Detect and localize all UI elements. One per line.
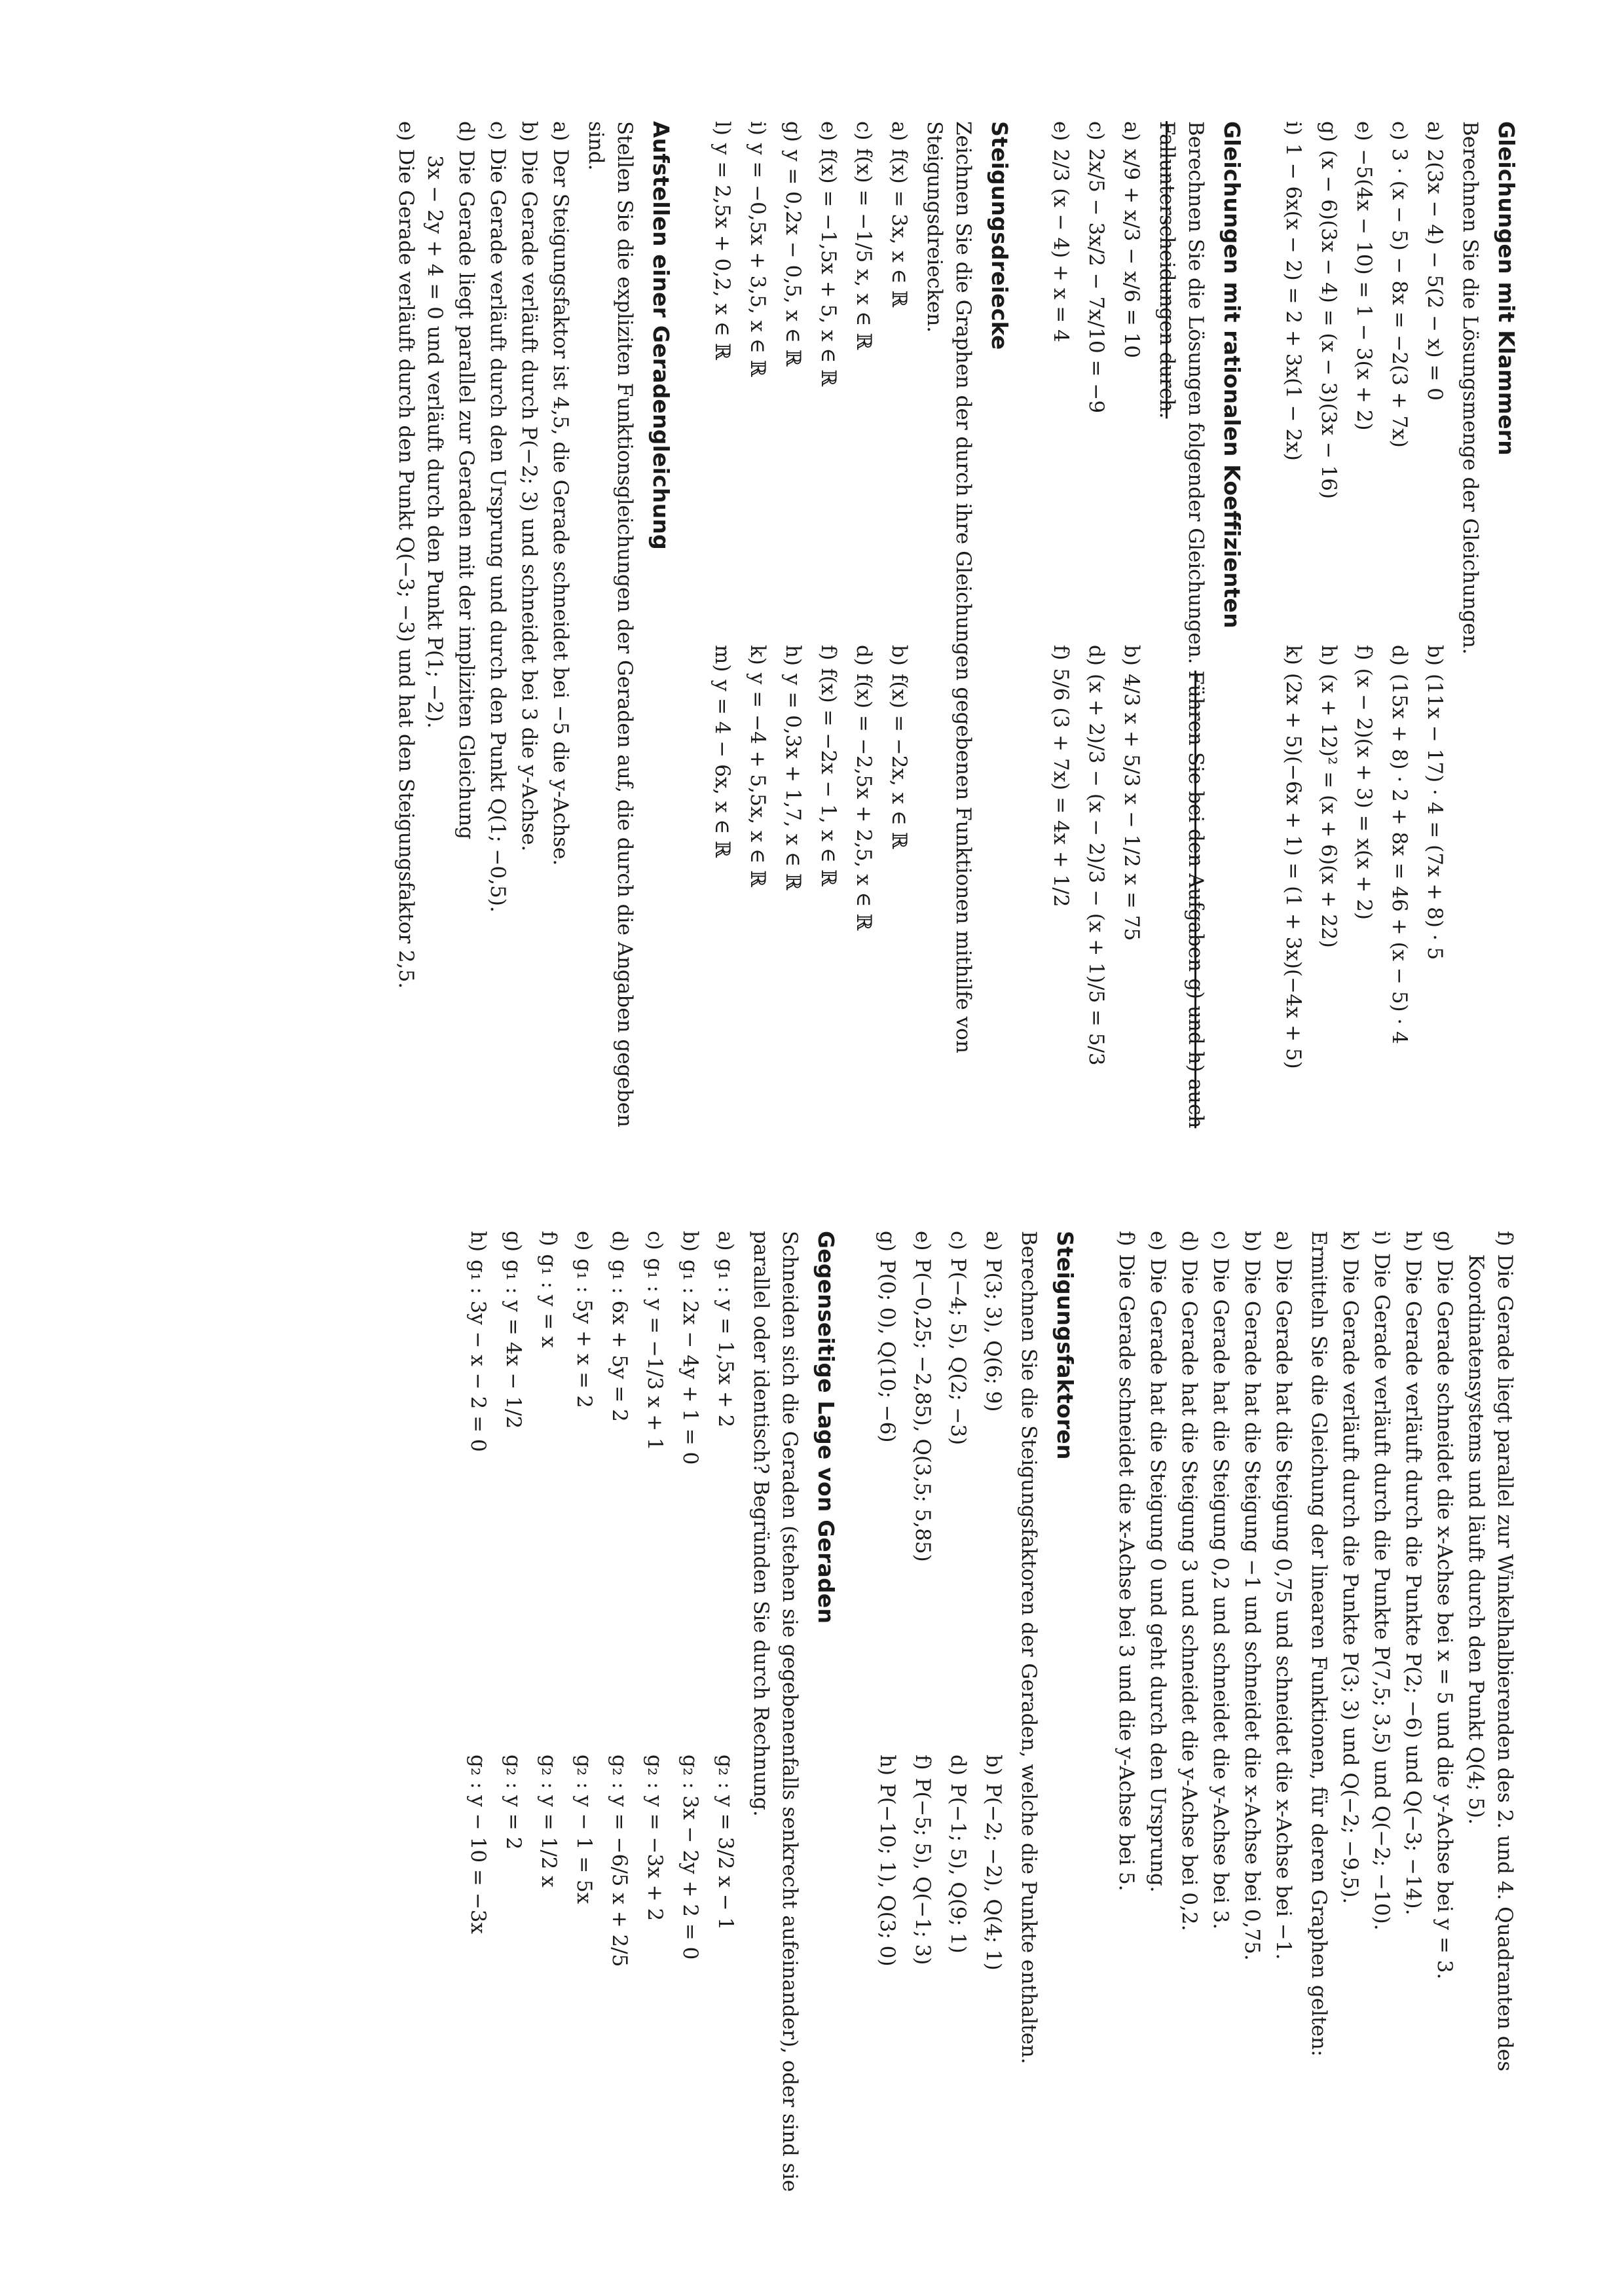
exercise-label: d) bbox=[1084, 645, 1108, 666]
line-g1: g₁ : 2x − 4y + 1 = 0 bbox=[678, 1259, 702, 1465]
exercise-item bbox=[1082, 645, 1111, 1142]
exercise-label: d) bbox=[946, 1755, 970, 1776]
exercise-text: (x − 6)(3x − 4) = (x − 3)(3x − 16) bbox=[1316, 149, 1340, 500]
exercise-item bbox=[1385, 645, 1414, 1142]
exercise-label: k) bbox=[745, 645, 769, 665]
exercise-item bbox=[814, 121, 843, 619]
exercise-item bbox=[392, 121, 420, 1142]
exercise-text: x/9 + x/3 − x/6 = 10 bbox=[1119, 149, 1143, 359]
exercise-item bbox=[979, 1755, 1008, 2252]
exercise-text: y = 0,2x − 0,5, x ∈ ℝ bbox=[781, 149, 805, 367]
exercise-label: g) bbox=[1316, 121, 1340, 142]
section-lage-von-geraden bbox=[464, 1231, 839, 2252]
exercise-item bbox=[1279, 121, 1308, 619]
exercise-label: h) bbox=[1316, 645, 1340, 666]
exercise-label: d) bbox=[454, 121, 478, 142]
exercise-text: 3 · (x − 5) − 8x = −2(3 + 7x) bbox=[1387, 148, 1411, 448]
exercise-item-g2 bbox=[711, 1755, 740, 2252]
exercise-text: P(−4; 5), Q(2; −3) bbox=[946, 1258, 970, 1446]
exercise-label: b) bbox=[678, 1231, 702, 1252]
exercise-item bbox=[1206, 1231, 1235, 2252]
section-intro bbox=[1153, 121, 1210, 1142]
exercise-item bbox=[944, 1755, 972, 2252]
exercise-text: Die Gerade verläuft durch den Ursprung und durch den Punkt Q(1; −0,5). bbox=[485, 148, 509, 913]
exercise-item bbox=[908, 1231, 937, 1728]
line-g2: g₂ : y − 10 = −3x bbox=[466, 1755, 490, 1934]
exercise-label: h) bbox=[781, 645, 805, 666]
line-g2: g₂ : y = 3/2 x − 1 bbox=[713, 1755, 737, 1931]
exercise-item bbox=[779, 121, 807, 619]
exercise-item-g2 bbox=[570, 1755, 599, 2252]
exercise-item bbox=[1399, 1231, 1428, 2252]
exercise-text: Die Gerade schneidet die x-Achse bei x = 5 und die y-Achse bei y = 3. bbox=[1432, 1259, 1456, 1980]
exercise-text: (11x − 17) · 4 = (7x + 8) · 5 bbox=[1422, 673, 1447, 960]
line-g2: g₂ : y = 1/2 x bbox=[536, 1755, 561, 1887]
section-intro: Stellen Sie die expliziten Funktionsgleichungen der Geraden auf, die durch die Angaben gegeben sind. bbox=[583, 121, 637, 1127]
exercise-item bbox=[711, 1231, 740, 1728]
exercise-item bbox=[885, 645, 913, 1142]
exercise-label: b) bbox=[1422, 645, 1447, 666]
exercise-label: g) bbox=[501, 1231, 525, 1252]
section-steigungsdreiecke bbox=[708, 121, 1012, 1142]
exercise-label: c) bbox=[946, 1231, 970, 1250]
exercise-text: P(−5; 5), Q(−1; 3) bbox=[910, 1777, 934, 1965]
exercise-list bbox=[1336, 1231, 1519, 2252]
exercise-text: 2/3 (x − 4) + x = 4 bbox=[1048, 149, 1073, 342]
exercise-item bbox=[873, 1755, 902, 2252]
exercise-label: f) bbox=[1048, 645, 1073, 661]
exercise-item bbox=[1279, 645, 1308, 1142]
right-column bbox=[430, 1231, 1519, 2252]
section-title: Gleichungen mit Klammern bbox=[1494, 121, 1519, 456]
exercise-item bbox=[908, 1755, 937, 2252]
exercise-text: Die Gerade verläuft durch P(−2; 3) und schneidet bei 3 die y-Achse. bbox=[517, 149, 541, 852]
exercise-item bbox=[464, 1231, 492, 1728]
exercise-label: b) bbox=[1119, 645, 1143, 666]
exercise-label: a) bbox=[548, 121, 572, 141]
line-g2: g₂ : 3x − 2y + 2 = 0 bbox=[678, 1755, 702, 1960]
section-intro: Berechnen Sie die Lösungsmenge der Gleichungen. bbox=[1458, 121, 1482, 655]
exercise-item bbox=[1314, 645, 1343, 1142]
exercise-item bbox=[1420, 121, 1449, 619]
line-g1: g₁ : y = x bbox=[536, 1254, 561, 1348]
exercise-text: Die Gerade verläuft durch die Punkte P(7,5; 3,5) und Q(−2; −10). bbox=[1369, 1253, 1393, 1931]
exercise-label: a) bbox=[981, 1231, 1005, 1251]
intro-text: Berechnen Sie die Lösungen folgender Gleichungen. bbox=[1183, 121, 1208, 665]
exercise-text: 2(3x − 4) − 5(2 − x) = 0 bbox=[1422, 149, 1447, 401]
exercise-label: b) bbox=[517, 121, 541, 142]
exercise-item bbox=[1046, 645, 1075, 1142]
exercise-text: 2x/5 − 3x/2 − 7x/10 = −9 bbox=[1084, 148, 1108, 414]
exercise-item bbox=[849, 121, 878, 619]
exercise-item bbox=[1117, 645, 1146, 1142]
exercise-label: g) bbox=[875, 1231, 899, 1252]
exercise-list bbox=[708, 121, 913, 1142]
exercise-text: (x − 2)(x + 3) = x(x + 2) bbox=[1352, 668, 1376, 920]
exercise-item bbox=[1082, 121, 1111, 619]
exercise-continuation: 3x − 2y + 4 = 0 und verläuft durch den Punkt P(1; −2). bbox=[422, 155, 447, 729]
line-g2: g₂ : y = −6/5 x + 2/5 bbox=[607, 1755, 631, 1967]
exercise-text: 5/6 (3 + 7x) = 4x + 1/2 bbox=[1048, 668, 1073, 907]
exercise-label: a) bbox=[713, 1231, 737, 1251]
exercise-label: e) bbox=[394, 121, 418, 141]
left-column bbox=[358, 121, 1519, 1142]
section-title: Steigungsfaktoren bbox=[1052, 1231, 1078, 1460]
exercise-list bbox=[1279, 121, 1449, 1142]
exercise-label: f) bbox=[1352, 645, 1376, 661]
exercise-text: P(3; 3), Q(6; 9) bbox=[981, 1258, 1005, 1412]
exercise-label: d) bbox=[607, 1231, 631, 1252]
section-title: Steigungsdreiecke bbox=[986, 121, 1012, 350]
exercise-item-g2 bbox=[499, 1755, 528, 2252]
exercise-text: P(−0,25; −2,85), Q(3,5; 5,85) bbox=[910, 1258, 934, 1562]
exercise-item bbox=[849, 645, 878, 1142]
exercise-text: y = −0,5x + 3,5, x ∈ ℝ bbox=[745, 143, 769, 377]
exercise-text: f(x) = −2x − 1, x ∈ ℝ bbox=[816, 668, 840, 886]
struck-text: Führen Sie bei den Aufgaben g) und h) auch Fallunterscheidungen durch. bbox=[1154, 121, 1208, 1129]
exercise-text: f(x) = −1,5x + 5, x ∈ ℝ bbox=[816, 149, 840, 387]
exercise-label: k) bbox=[1338, 1231, 1362, 1251]
exercise-text: Die Gerade schneidet die x-Achse bei 3 und die y-Achse bei 5. bbox=[1114, 1254, 1138, 1891]
exercise-item bbox=[1336, 1231, 1365, 2252]
exercise-item bbox=[515, 121, 544, 1142]
section-klammern bbox=[1279, 121, 1519, 1142]
exercise-text: (x + 12)² = (x + 6)(x + 22) bbox=[1316, 674, 1340, 948]
exercise-label: c) bbox=[851, 121, 876, 141]
exercise-list bbox=[873, 1231, 1008, 2252]
exercise-label: g) bbox=[781, 121, 805, 142]
section-geradengleichung-cont bbox=[1112, 1231, 1519, 2252]
exercise-item bbox=[814, 645, 843, 1142]
exercise-item bbox=[1046, 121, 1075, 619]
exercise-item bbox=[483, 121, 512, 1142]
section-title: Gegenseitige Lage von Geraden bbox=[813, 1231, 839, 1624]
exercise-item bbox=[743, 645, 772, 1142]
exercise-text: Der Steigungsfaktor ist 4,5, die Gerade schneidet bei −5 die y-Achse. bbox=[548, 149, 572, 866]
exercise-item bbox=[546, 121, 575, 1142]
line-g1: g₁ : y = 1,5x + 2 bbox=[713, 1258, 737, 1428]
exercise-label: d) bbox=[851, 645, 876, 666]
line-g1: g₁ : 6x + 5y = 2 bbox=[607, 1259, 631, 1422]
exercise-text: f(x) = −1/5 x, x ∈ ℝ bbox=[851, 148, 876, 350]
exercise-label: l) bbox=[710, 121, 734, 136]
section-title: Aufstellen einer Geradengleichung bbox=[648, 121, 674, 550]
line-g1: g₁ : 3y − x − 2 = 0 bbox=[466, 1260, 490, 1452]
exercise-label: k) bbox=[1281, 645, 1305, 665]
exercise-label: d) bbox=[1387, 645, 1411, 666]
exercise-text: (x + 2)/3 − (x − 2)/3 − (x + 1)/5 = 5/3 bbox=[1084, 673, 1108, 1066]
exercise-item bbox=[452, 121, 481, 1142]
exercise-text: f(x) = −2,5x + 2,5, x ∈ ℝ bbox=[851, 673, 876, 931]
line-g2: g₂ : y = −3x + 2 bbox=[642, 1755, 667, 1922]
exercise-item bbox=[605, 1231, 634, 1728]
exercise-text: 1 − 6x(x − 2) = 2 + 3x(1 − 2x) bbox=[1281, 143, 1305, 461]
exercise-label: e) bbox=[816, 121, 840, 141]
section-intro: Ermitteln Sie die Gleichung der linearen Funktionen, für deren Graphen gelten: bbox=[1306, 1231, 1331, 2057]
exercise-label: f) bbox=[910, 1755, 934, 1770]
section-intro: Schneiden sich die Geraden (stehen sie gegebenenfalls senkrecht aufeinander), oder sind sie parallel oder identisch? Begründen Sie durch Rechnung. bbox=[748, 1231, 802, 2192]
exercise-text: y = 2,5x + 0,2, x ∈ ℝ bbox=[710, 143, 734, 360]
exercise-label: f) bbox=[536, 1231, 561, 1247]
exercise-label: e) bbox=[1352, 121, 1376, 141]
exercise-text: Die Gerade verläuft durch die Punkte P(2; −6) und Q(−3; −14). bbox=[1401, 1260, 1425, 1916]
exercise-text: P(−1; 5), Q(9; 1) bbox=[946, 1783, 970, 1954]
exercise-label: b) bbox=[981, 1755, 1005, 1776]
exercise-text: Die Gerade hat die Steigung 3 und schneidet die y-Achse bei 0,2. bbox=[1177, 1259, 1201, 1931]
exercise-item bbox=[1367, 1231, 1396, 2252]
exercise-label: c) bbox=[642, 1231, 667, 1250]
exercise-item bbox=[708, 121, 737, 619]
exercise-text: −5(4x − 10) = 1 − 3(x + 2) bbox=[1352, 149, 1376, 431]
line-g1: g₁ : y = 4x − 1/2 bbox=[501, 1259, 525, 1429]
exercise-text: Die Gerade hat die Steigung 0 und geht durch den Ursprung. bbox=[1145, 1258, 1170, 1893]
exercise-label: i) bbox=[1281, 121, 1305, 136]
exercise-item bbox=[676, 1231, 705, 1728]
exercise-item-g2 bbox=[605, 1755, 634, 2252]
exercise-label: a) bbox=[1422, 121, 1447, 141]
exercise-item bbox=[979, 1231, 1008, 1728]
exercise-item bbox=[944, 1231, 972, 1728]
exercise-label: e) bbox=[910, 1231, 934, 1251]
exercise-text: (15x + 8) · 2 + 8x = 46 + (x − 5) · 4 bbox=[1387, 673, 1411, 1044]
line-g2: g₂ : y − 1 = 5x bbox=[572, 1755, 596, 1904]
section-intro: Zeichnen Sie die Graphen der durch ihre Gleichungen gegebenen Funktionen mithilfe von Steigungsdreiecken. bbox=[922, 121, 975, 1053]
exercise-list bbox=[464, 1231, 740, 2252]
exercise-label: c) bbox=[485, 121, 509, 141]
exercise-item bbox=[1420, 645, 1449, 1142]
section-title: Gleichungen mit rationalen Koeffizienten bbox=[1219, 121, 1245, 629]
exercise-label: e) bbox=[1145, 1231, 1170, 1251]
exercise-text: P(−2; −2), Q(4; 1) bbox=[981, 1783, 1005, 1971]
exercise-text: Die Gerade hat die Steigung 0,2 und schneidet die y-Achse bei 3. bbox=[1208, 1258, 1232, 1930]
exercise-text: 4/3 x + 5/3 x − 1/2 x = 75 bbox=[1119, 673, 1143, 941]
exercise-item bbox=[1175, 1231, 1204, 2252]
exercise-item bbox=[640, 1231, 669, 1728]
exercise-label: e) bbox=[572, 1231, 596, 1251]
exercise-label: d) bbox=[1177, 1231, 1201, 1252]
exercise-text: P(−10; 1), Q(3; 0) bbox=[875, 1783, 899, 1967]
exercise-item-g2 bbox=[464, 1755, 492, 2252]
exercise-text: y = 0,3x + 1,7, x ∈ ℝ bbox=[781, 674, 805, 890]
line-g1: g₁ : 5y + x = 2 bbox=[572, 1258, 596, 1408]
line-g1: g₁ : y = −1/3 x + 1 bbox=[642, 1258, 667, 1451]
exercise-text: Die Gerade verläuft durch den Punkt Q(−3; −3) und hat den Steigungsfaktor 2,5. bbox=[394, 149, 418, 989]
exercise-label: c) bbox=[1084, 121, 1108, 141]
exercise-label: c) bbox=[1208, 1231, 1232, 1250]
exercise-list bbox=[1046, 121, 1146, 1142]
exercise-item-g2 bbox=[640, 1755, 669, 2252]
exercise-label: c) bbox=[1387, 121, 1411, 141]
exercise-item bbox=[1385, 121, 1414, 619]
exercise-label: h) bbox=[466, 1231, 490, 1252]
exercise-item bbox=[1350, 645, 1378, 1142]
exercise-item bbox=[1462, 1231, 1519, 2252]
section-rationale-koeffizienten bbox=[1046, 121, 1245, 1142]
exercise-label: b) bbox=[1240, 1231, 1264, 1252]
exercise-text: Die Gerade liegt parallel zur Winkelhalbierenden des 2. und 4. Quadranten des Koordinatensystems und läuft durch den Punkt Q(4; 5). bbox=[1464, 1254, 1517, 2071]
exercise-label: a) bbox=[1271, 1231, 1295, 1251]
exercise-label: h) bbox=[1401, 1231, 1425, 1252]
exercise-text: P(0; 0), Q(10; −6) bbox=[875, 1259, 899, 1443]
exercise-item bbox=[1117, 121, 1146, 619]
exercise-text: y = −4 + 5,5x, x ∈ ℝ bbox=[745, 672, 769, 887]
exercise-item bbox=[1314, 121, 1343, 619]
exercise-item bbox=[1350, 121, 1378, 619]
exercise-item bbox=[885, 121, 913, 619]
exercise-text: y = 4 − 6x, x ∈ ℝ bbox=[710, 680, 734, 858]
section-intro: Berechnen Sie die Steigungsfaktoren der Geraden, welche die Punkte enthalten. bbox=[1016, 1231, 1041, 2064]
exercise-label: h) bbox=[875, 1755, 899, 1776]
exercise-text: Die Gerade liegt parallel zur Geraden mit der impliziten Gleichung bbox=[454, 149, 478, 840]
exercise-text: Die Gerade hat die Steigung −1 und schneidet die x-Achse bei 0,75. bbox=[1240, 1259, 1264, 1961]
exercise-item bbox=[779, 645, 807, 1142]
exercise-label: b) bbox=[887, 645, 911, 666]
section-steigungsfaktoren bbox=[873, 1231, 1078, 2252]
exercise-item bbox=[743, 121, 772, 619]
exercise-list bbox=[1112, 1231, 1298, 2252]
exercise-label: i) bbox=[1369, 1231, 1393, 1246]
exercise-item-g2 bbox=[676, 1755, 705, 2252]
exercise-text: f(x) = −2x, x ∈ ℝ bbox=[887, 673, 911, 849]
exercise-text: (2x + 5)(−6x + 1) = (1 + 3x)(−4x + 5) bbox=[1281, 672, 1305, 1069]
exercise-text: Die Gerade verläuft durch die Punkte P(3; 3) und Q(−2; −9,5). bbox=[1338, 1258, 1362, 1904]
exercise-label: i) bbox=[745, 121, 769, 136]
exercise-list bbox=[392, 121, 575, 1142]
exercise-item bbox=[1238, 1231, 1266, 2252]
exercise-label: a) bbox=[887, 121, 911, 141]
exercise-text: Die Gerade hat die Steigung 0,75 und schneidet die x-Achse bei −1. bbox=[1271, 1258, 1295, 1960]
section-geradengleichung bbox=[392, 121, 674, 1142]
line-g2: g₂ : y = 2 bbox=[501, 1755, 525, 1850]
exercise-label: f) bbox=[1114, 1231, 1138, 1247]
exercise-item bbox=[1112, 1231, 1141, 2252]
exercise-item-g2 bbox=[534, 1755, 563, 2252]
exercise-label: a) bbox=[1119, 121, 1143, 141]
exercise-item bbox=[570, 1231, 599, 1728]
exercise-label: e) bbox=[1048, 121, 1073, 141]
exercise-label: f) bbox=[1493, 1231, 1517, 1247]
exercise-item bbox=[1143, 1231, 1172, 2252]
exercise-text: f(x) = 3x, x ∈ ℝ bbox=[887, 149, 911, 308]
exercise-item bbox=[1269, 1231, 1298, 2252]
exercise-item bbox=[534, 1231, 563, 1728]
exercise-item bbox=[1430, 1231, 1459, 2252]
exercise-item bbox=[708, 645, 737, 1142]
exercise-label: f) bbox=[816, 645, 840, 661]
exercise-item bbox=[499, 1231, 528, 1728]
exercise-label: g) bbox=[1432, 1231, 1456, 1252]
exercise-label: m) bbox=[710, 645, 734, 672]
exercise-item bbox=[873, 1231, 902, 1728]
